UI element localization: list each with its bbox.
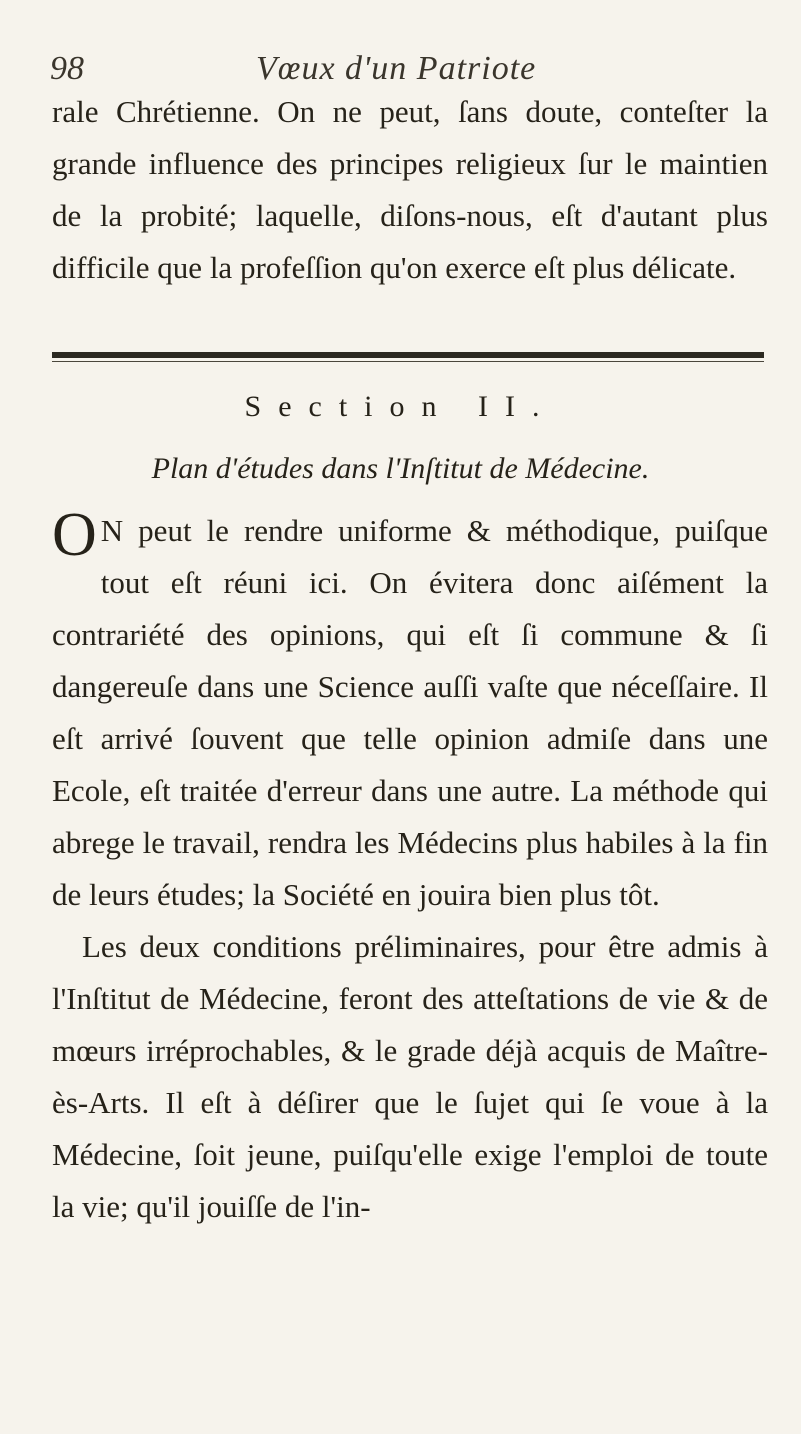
section-heading: Section II.: [244, 390, 557, 423]
opening-paragraph-text: N peut le rendre uniforme & méthodique, puiſque tout eſt réuni ici. On évitera donc aiſément la contrariété des opinions, qui eſt ſi commune & ſi dangereuſe dans une Science auſſi vaſte que néceſſaire. Il eſt arrivé ſouvent que telle opinion admiſe dans une Ecole, eſt traitée d'erreur dans une autre. La méthode qui abrege le travail, rendra les Médecins plus habiles à la fin de leurs études; la Société en jouira bien plus tôt.: [52, 513, 768, 912]
section-text-block: [52, 501, 768, 1233]
second-paragraph: Les deux conditions préliminaires, pour être admis à l'Inſtitut de Médecine, feront des atteſtations de vie & de mœurs irréprochables, & le grade déjà acquis de Maître-ès-Arts. Il eſt à déſirer que le ſujet qui ſe voue à la Médecine, ſoit jeune, puiſqu'elle exige l'emploi de toute la vie; qu'il jouiſſe de l'in-: [52, 929, 768, 1224]
opening-paragraph: [52, 501, 768, 921]
page-number: 98: [50, 50, 84, 87]
section-rule-thin: [52, 361, 764, 362]
section-rule-thick: [52, 352, 764, 358]
section-subtitle: Plan d'études dans l'Inſtitut de Médecine.: [151, 452, 650, 485]
running-head: [50, 50, 770, 90]
drop-cap: O: [52, 501, 97, 569]
continuation-text-block: [52, 86, 768, 294]
continuation-paragraph: rale Chrétienne. On ne peut, ſans doute, conteſter la grande influence des principes religieux ſur le maintien de la probité; laquelle, diſons-nous, eſt d'autant plus difficile que la profeſſion qu'on exerce eſt plus délicate.: [52, 94, 768, 285]
running-title: Vœux d'un Patriote: [256, 50, 537, 87]
